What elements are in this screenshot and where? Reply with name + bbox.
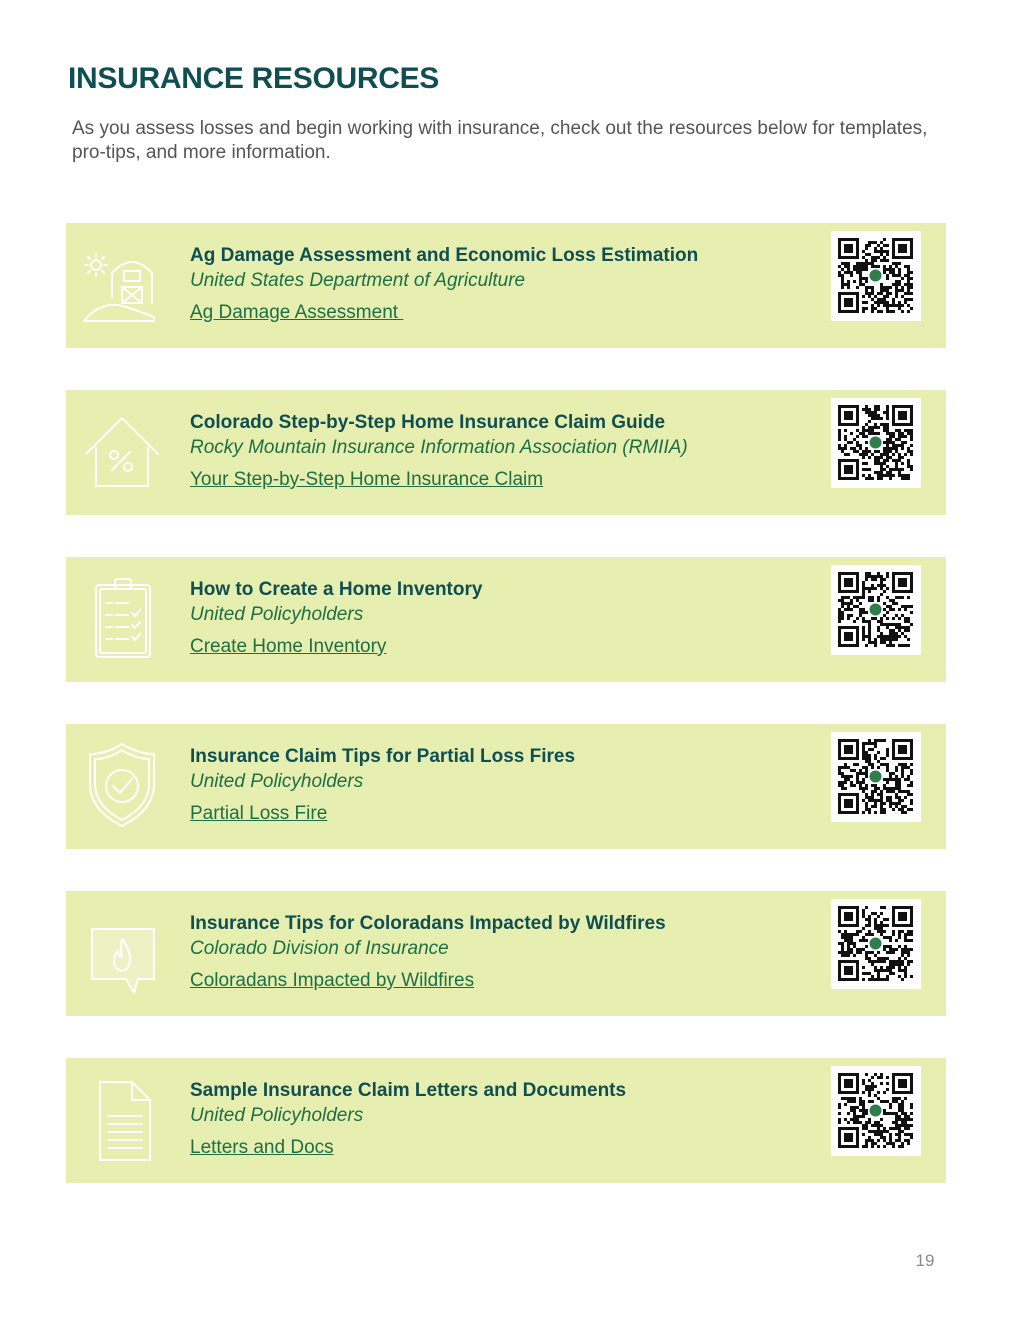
intro-paragraph: As you assess losses and begin working with insurance, check out the resources below for templates, pro-tips, and more information. — [72, 118, 928, 163]
resource-card-partial-loss-fires — [66, 724, 946, 849]
qr-code — [831, 398, 921, 488]
resource-organization: United Policyholders — [190, 604, 364, 625]
page-title: INSURANCE RESOURCES — [68, 62, 440, 95]
document-icon — [82, 1076, 170, 1164]
resource-card-ag-damage — [66, 223, 946, 348]
resource-link[interactable]: Create Home Inventory — [190, 636, 387, 657]
resource-organization: Colorado Division of Insurance — [190, 938, 449, 959]
resource-title: Insurance Tips for Coloradans Impacted by Wildfires — [190, 913, 666, 934]
house-percent-icon — [82, 408, 170, 496]
resource-link[interactable]: Letters and Docs — [190, 1137, 334, 1158]
page-number: 19 — [915, 1251, 935, 1270]
resource-link[interactable]: Your Step-by-Step Home Insurance Claim — [190, 469, 544, 490]
resource-card-home-claim-guide — [66, 390, 946, 515]
resource-title: How to Create a Home Inventory — [190, 579, 483, 600]
qr-code — [831, 565, 921, 655]
clipboard-checklist-icon — [82, 575, 170, 663]
qr-code — [831, 899, 921, 989]
resource-card-home-inventory — [66, 557, 946, 682]
resource-organization: United Policyholders — [190, 1105, 364, 1126]
resource-link[interactable]: Partial Loss Fire — [190, 803, 328, 824]
resource-title: Ag Damage Assessment and Economic Loss Estimation — [190, 245, 699, 266]
qr-code — [831, 1066, 921, 1156]
resource-organization: Rocky Mountain Insurance Information Association (RMIIA) — [190, 437, 688, 458]
shield-check-icon — [82, 742, 170, 830]
resource-card-wildfires — [66, 891, 946, 1016]
resource-organization: United Policyholders — [190, 771, 364, 792]
resource-title: Insurance Claim Tips for Partial Loss Fires — [190, 746, 576, 767]
flame-speech-bubble-icon — [82, 909, 170, 997]
qr-code — [831, 732, 921, 822]
resource-link[interactable]: Coloradans Impacted by Wildfires — [190, 970, 475, 991]
resource-link[interactable]: Ag Damage Assessment — [190, 302, 404, 323]
qr-code — [831, 231, 921, 321]
resource-title: Colorado Step-by-Step Home Insurance Claim Guide — [190, 412, 666, 433]
resource-organization: United States Department of Agriculture — [190, 270, 526, 291]
farm-barn-icon — [82, 241, 170, 329]
resource-card-letters-docs — [66, 1058, 946, 1183]
resource-title: Sample Insurance Claim Letters and Documents — [190, 1080, 627, 1101]
